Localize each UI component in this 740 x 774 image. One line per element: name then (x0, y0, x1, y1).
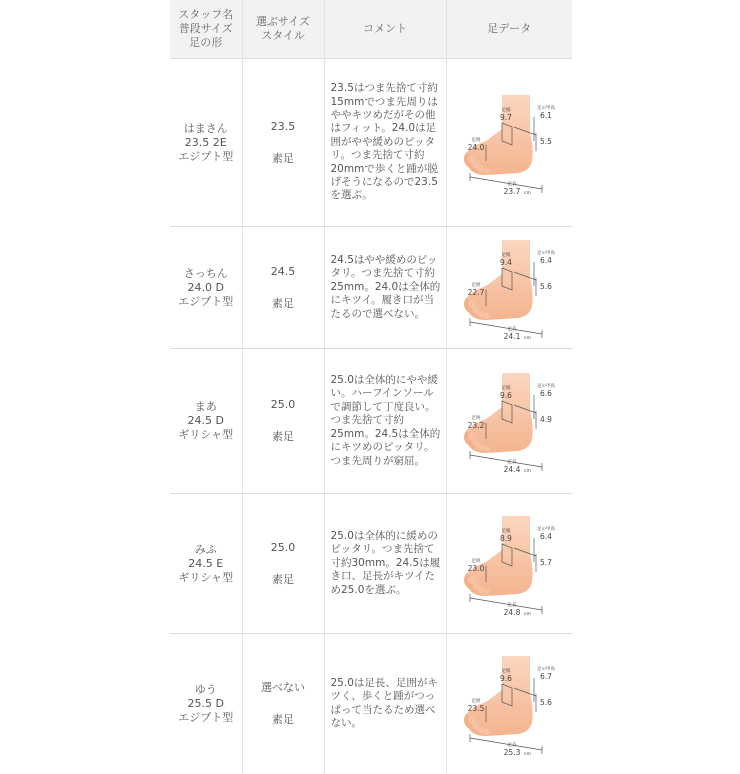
usual-size: 24.5 D (187, 414, 224, 427)
wear-style: 素足 (272, 296, 294, 310)
foot-instep-value: 6.4 (540, 531, 553, 541)
instep-label: 足の甲高 (537, 105, 556, 111)
header-comment: コメント (324, 0, 446, 59)
table-header-row (170, 0, 572, 59)
staff-name: まあ (194, 400, 217, 413)
foot-length-value: 24.8 (503, 607, 521, 617)
usual-size: 23.5 2E (184, 135, 227, 149)
staff-cell (170, 227, 242, 349)
foot-girth-value: 23.2 (467, 421, 485, 430)
chosen-size: 25.0 (270, 398, 296, 411)
comment-cell: 24.5はやや緩めのピッタリ。つま先捨て寸約25mm。24.0は全体的にキツイ。履き口が当たるので選べない。 (324, 227, 446, 349)
width-label: 足幅 (501, 386, 511, 391)
foot-diagram (450, 234, 568, 342)
foot-shape: ギリシャ型 (178, 428, 234, 441)
foot-length-value: 23.7 (503, 186, 521, 196)
choice-cell (242, 59, 324, 227)
girth-label: 足囲 (471, 698, 481, 704)
foot-height-value: 4.9 (540, 415, 553, 424)
width-label: 足幅 (501, 668, 511, 674)
foot-illustration (464, 240, 533, 320)
unit-label: cm (524, 190, 532, 196)
staff-cell (170, 59, 242, 227)
foot-illustration (464, 95, 533, 175)
table-row (170, 494, 572, 634)
foot-length-value: 25.3 (503, 747, 521, 757)
foot-diagram (450, 89, 568, 197)
staff-cell (170, 634, 242, 774)
staff-cell (170, 349, 242, 494)
foot-instep-value: 6.1 (540, 110, 553, 120)
table-row (170, 634, 572, 774)
girth-label: 足囲 (471, 416, 481, 421)
wear-style: 素足 (272, 572, 294, 586)
foot-shape: ギリシャ型 (178, 570, 234, 584)
width-label: 足幅 (501, 107, 511, 113)
foot-width-value: 9.7 (500, 112, 513, 122)
header-staff: スタッフ名 普段サイズ 足の形 (170, 0, 242, 59)
foot-instep-value: 6.4 (540, 255, 553, 265)
table-row (170, 349, 572, 494)
width-label: 足幅 (501, 528, 511, 534)
foot-instep-value: 6.7 (540, 671, 553, 681)
header-foot-data: 足データ (446, 0, 572, 59)
choice-cell (242, 227, 324, 349)
foot-data-cell (446, 59, 572, 227)
foot-height-value: 5.6 (540, 697, 553, 707)
comment-cell: 25.0は全体的にやや緩い。ハーフインソールで調節して丁度良い。つま先捨て寸約25mm。24.5は全体的にキツめのピッタリ。つま先周りが窮屈。 (324, 349, 446, 494)
foot-illustration (464, 656, 533, 736)
foot-illustration (464, 373, 533, 453)
choice-cell (242, 494, 324, 634)
table-row (170, 227, 572, 349)
size-comparison-table (170, 0, 572, 774)
girth-label: 足囲 (471, 137, 481, 143)
foot-height-value: 5.6 (540, 281, 553, 291)
staff-name: さっちん (183, 266, 228, 280)
foot-width-value: 9.6 (500, 391, 513, 400)
foot-shape: エジプト型 (178, 149, 234, 163)
wear-style: 素足 (272, 151, 294, 165)
unit-label: cm (524, 335, 532, 341)
foot-diagram (450, 367, 568, 475)
instep-label: 足の甲高 (537, 666, 556, 672)
foot-height-value: 5.7 (540, 557, 553, 567)
chosen-size: 選べない (261, 680, 305, 694)
comment-cell: 23.5はつま先捨て寸約15mmでつま先周りはややキツめだがその他はフィット。24.0は足囲がやや緩めのピッタリ。つま先捨て寸約20mmで歩くと踵が脱げそうになるので23.5を選ぶ。 (324, 59, 446, 227)
staff-name: みふ (194, 542, 217, 556)
foot-girth-value: 24.0 (467, 142, 485, 152)
foot-data-cell (446, 227, 572, 349)
length-label: 足長 (507, 602, 517, 608)
foot-width-value: 8.9 (500, 533, 513, 543)
foot-data-cell (446, 349, 572, 494)
staff-name: ゆう (194, 682, 217, 696)
usual-size: 24.5 E (188, 556, 224, 570)
wear-style: 素足 (272, 712, 294, 726)
foot-girth-value: 23.0 (467, 563, 485, 573)
instep-label: 足の甲高 (537, 384, 556, 389)
instep-label: 足の甲高 (537, 526, 556, 532)
foot-length-value: 24.1 (503, 331, 521, 341)
usual-size: 25.5 D (187, 696, 224, 710)
foot-data-cell (446, 634, 572, 774)
foot-height-value: 5.5 (540, 136, 553, 146)
staff-name: はまさん (183, 121, 228, 135)
unit-label: cm (524, 611, 532, 617)
foot-diagram (450, 510, 568, 618)
length-label: 足長 (507, 181, 517, 187)
chosen-size: 25.0 (270, 540, 296, 554)
comment-cell: 25.0は全体的に緩めのピッタリ。つま先捨て寸約30mm。24.5は履き口、足長がキツイため25.0を選ぶ。 (324, 494, 446, 634)
comment-cell: 25.0は足長、足囲がキツく、歩くと踵がつっぱって当たるため選べない。 (324, 634, 446, 774)
foot-width-value: 9.4 (500, 257, 513, 267)
foot-length-value: 24.4 (503, 465, 521, 474)
length-label: 足長 (507, 742, 517, 748)
staff-cell (170, 494, 242, 634)
unit-label: cm (524, 469, 532, 474)
chosen-size: 23.5 (270, 119, 296, 133)
chosen-size: 24.5 (270, 264, 296, 278)
instep-label: 足の甲高 (537, 250, 556, 256)
girth-label: 足囲 (471, 558, 481, 564)
usual-size: 24.0 D (187, 280, 224, 294)
girth-label: 足囲 (471, 282, 481, 288)
choice-cell (242, 634, 324, 774)
foot-width-value: 9.6 (500, 673, 513, 683)
foot-instep-value: 6.6 (540, 389, 553, 398)
foot-data-cell (446, 494, 572, 634)
foot-shape: エジプト型 (178, 294, 234, 308)
foot-girth-value: 23.5 (467, 703, 485, 713)
width-label: 足幅 (501, 252, 511, 258)
header-choice: 選ぶサイズ スタイル (242, 0, 324, 59)
length-label: 足長 (507, 326, 517, 332)
foot-illustration (464, 516, 533, 596)
length-label: 足長 (507, 460, 517, 465)
foot-girth-value: 22.7 (467, 287, 485, 297)
wear-style: 素足 (272, 430, 294, 443)
foot-shape: エジプト型 (178, 710, 234, 724)
choice-cell (242, 349, 324, 494)
unit-label: cm (524, 751, 532, 757)
foot-diagram (450, 650, 568, 758)
table-row (170, 59, 572, 227)
